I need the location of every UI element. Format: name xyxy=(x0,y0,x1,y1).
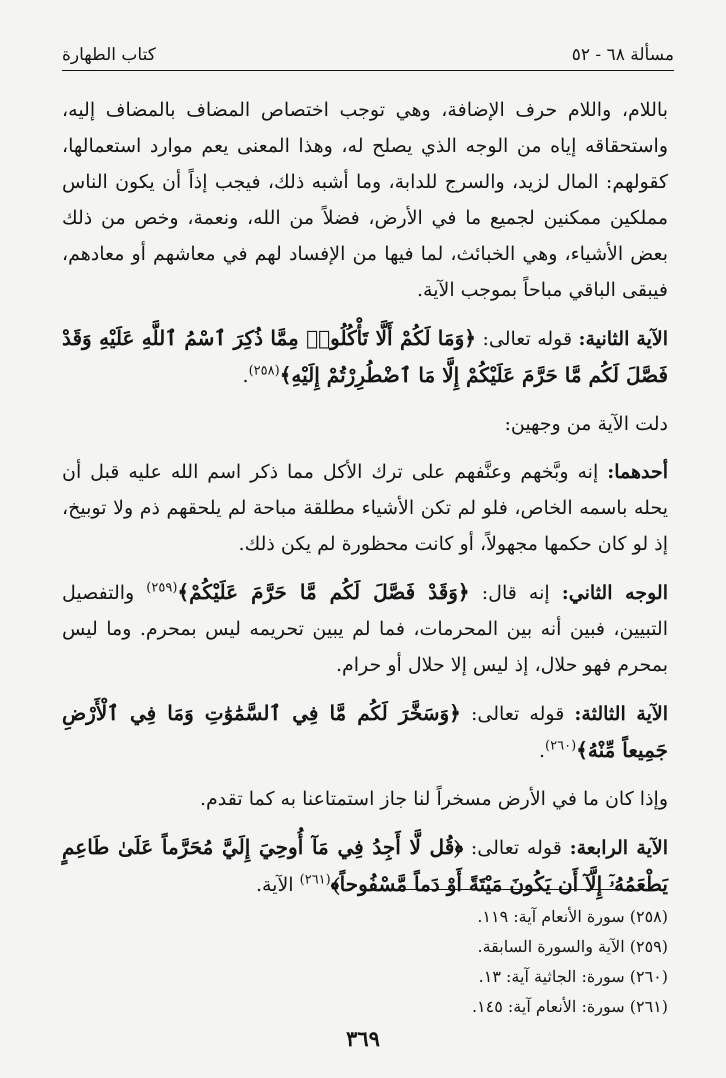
aspect-text: إنه وبَّخهم وعنَّفهم على ترك الأكل مما ذكر اسم الله عليه قبل أن يحله باسمه الخاص، فلو لم تكن الأشياء مطلقة مباحة لم يلحقهم ذم ولا توبيخ، إذ لو كان حكمها مجهولاً، أو كانت محظورة لم يكن ذلك. xyxy=(62,461,668,555)
aspect-heading: أحدهما: xyxy=(607,461,668,483)
quran-quote: ﴿وَمَا لَكُمْ أَلَّا تَأْكُلُوا۟ مِمَّا ذُكِرَ ٱسْمُ ٱللَّهِ عَلَيْهِ وَقَدْ فَصَّلَ لَكُم مَّا حَرَّمَ عَلَيْكُمْ إِلَّا مَا ٱضْطُرِرْتُمْ إِلَيْهِ﴾ xyxy=(62,326,668,387)
sentence-end: الآية. xyxy=(255,874,294,896)
verse-heading: الآية الثانية: xyxy=(578,328,668,350)
paragraph-subjugation: وإذا كان ما في الأرض مسخراً لنا جاز استمتاعنا به كما تقدم. xyxy=(199,788,668,810)
issue-label: مسألة ٦٨ - ٥٢ xyxy=(571,45,674,65)
paragraph-intro: باللام، واللام حرف الإضافة، وهي توجب اختصاص المضاف بالمضاف إليه، واستحقاقه إياه من الوجه الذي يصلح له، وهذا المعنى يعم موارد استعمالها، كقولهم: المال لزيد، والسرج للدابة، وما أشبه ذلك، فيجب إذاً أن يكون الناس مملكين ممكنين لجميع ما في الأرض، فضلاً من الله، ونعمة، وخص من ذلك بعض الأشياء، وهي الخبائث، لما فيها من الإفساد لهم في معاشهم أو معادهم، فيبقى الباقي مباحاً بموجب الآية. xyxy=(62,99,668,301)
footnote-item: (٢٦١) سورة: الأنعام آية: ١٤٥. xyxy=(471,997,668,1016)
footnotes xyxy=(62,902,668,1022)
footnote-divider xyxy=(378,889,658,890)
paragraph-second-aspect xyxy=(62,574,668,683)
aspect-lead: إنه قال: xyxy=(481,582,550,604)
footnote-ref: (٢٦١) xyxy=(299,872,331,888)
paragraph-first-aspect xyxy=(62,454,668,562)
footnote-item: (٢٥٨) سورة الأنعام آية: ١١٩. xyxy=(477,907,668,926)
footnote-ref: (٢٥٩) xyxy=(146,580,178,596)
paragraph-verse-four xyxy=(62,829,668,903)
verse-heading: الآية الثالثة: xyxy=(574,703,669,725)
page-number: ٣٦٩ xyxy=(346,1026,380,1051)
footnote-item: (٢٦٠) سورة: الجاثية آية: ١٣. xyxy=(478,967,668,986)
quran-quote: ﴿قُل لَّا أَجِدُ فِي مَآ أُوحِيَ إِلَيَّ مُحَرَّماً عَلَىٰ طَاعِمٍ يَطْعَمُهُۥٓ إِلَّآ أَن يَكُونَ مَيْتَةً أَوْ دَماً مَّسْفُوحاً﴾ xyxy=(62,835,668,896)
aspect-text: والتفصيل التبيين، فبين أنه بين المحرمات، فما لم يبين تحريمه ليس بمحرم. وما ليس بمحرم فهو حلال، إذ ليس إلا حلال أو حرام. xyxy=(62,582,668,676)
paragraph-verse-three xyxy=(62,695,668,769)
footnote-ref: (٢٦٠) xyxy=(545,738,577,754)
paragraph-two-aspects: دلت الآية من وجهين: xyxy=(504,413,668,435)
sentence-end: . xyxy=(242,365,249,387)
aspect-heading: الوجه الثاني: xyxy=(561,582,668,604)
verse-lead: قوله تعالى: xyxy=(471,703,565,725)
verse-lead: قوله تعالى: xyxy=(470,837,562,859)
paragraph-verse-two xyxy=(62,320,668,394)
footnote-item: (٢٥٩) الآية والسورة السابقة. xyxy=(477,937,668,956)
quran-quote: ﴿وَسَخَّرَ لَكُم مَّا فِي ٱلسَّمَٰوَٰتِ وَمَا فِي ٱلْأَرْضِ جَمِيعاً مِّنْهُ﴾ xyxy=(62,701,668,762)
quran-quote: ﴿وَقَدْ فَصَّلَ لَكُم مَّا حَرَّمَ عَلَيْكُمْ﴾ xyxy=(177,580,470,604)
book-title: كتاب الطهارة xyxy=(62,45,156,65)
running-header xyxy=(62,40,674,71)
footnote-ref: (٢٥٨) xyxy=(248,363,280,379)
verse-lead: قوله تعالى: xyxy=(482,328,573,350)
sentence-end: . xyxy=(538,740,546,762)
main-text xyxy=(62,92,668,915)
verse-heading: الآية الرابعة: xyxy=(569,837,668,859)
